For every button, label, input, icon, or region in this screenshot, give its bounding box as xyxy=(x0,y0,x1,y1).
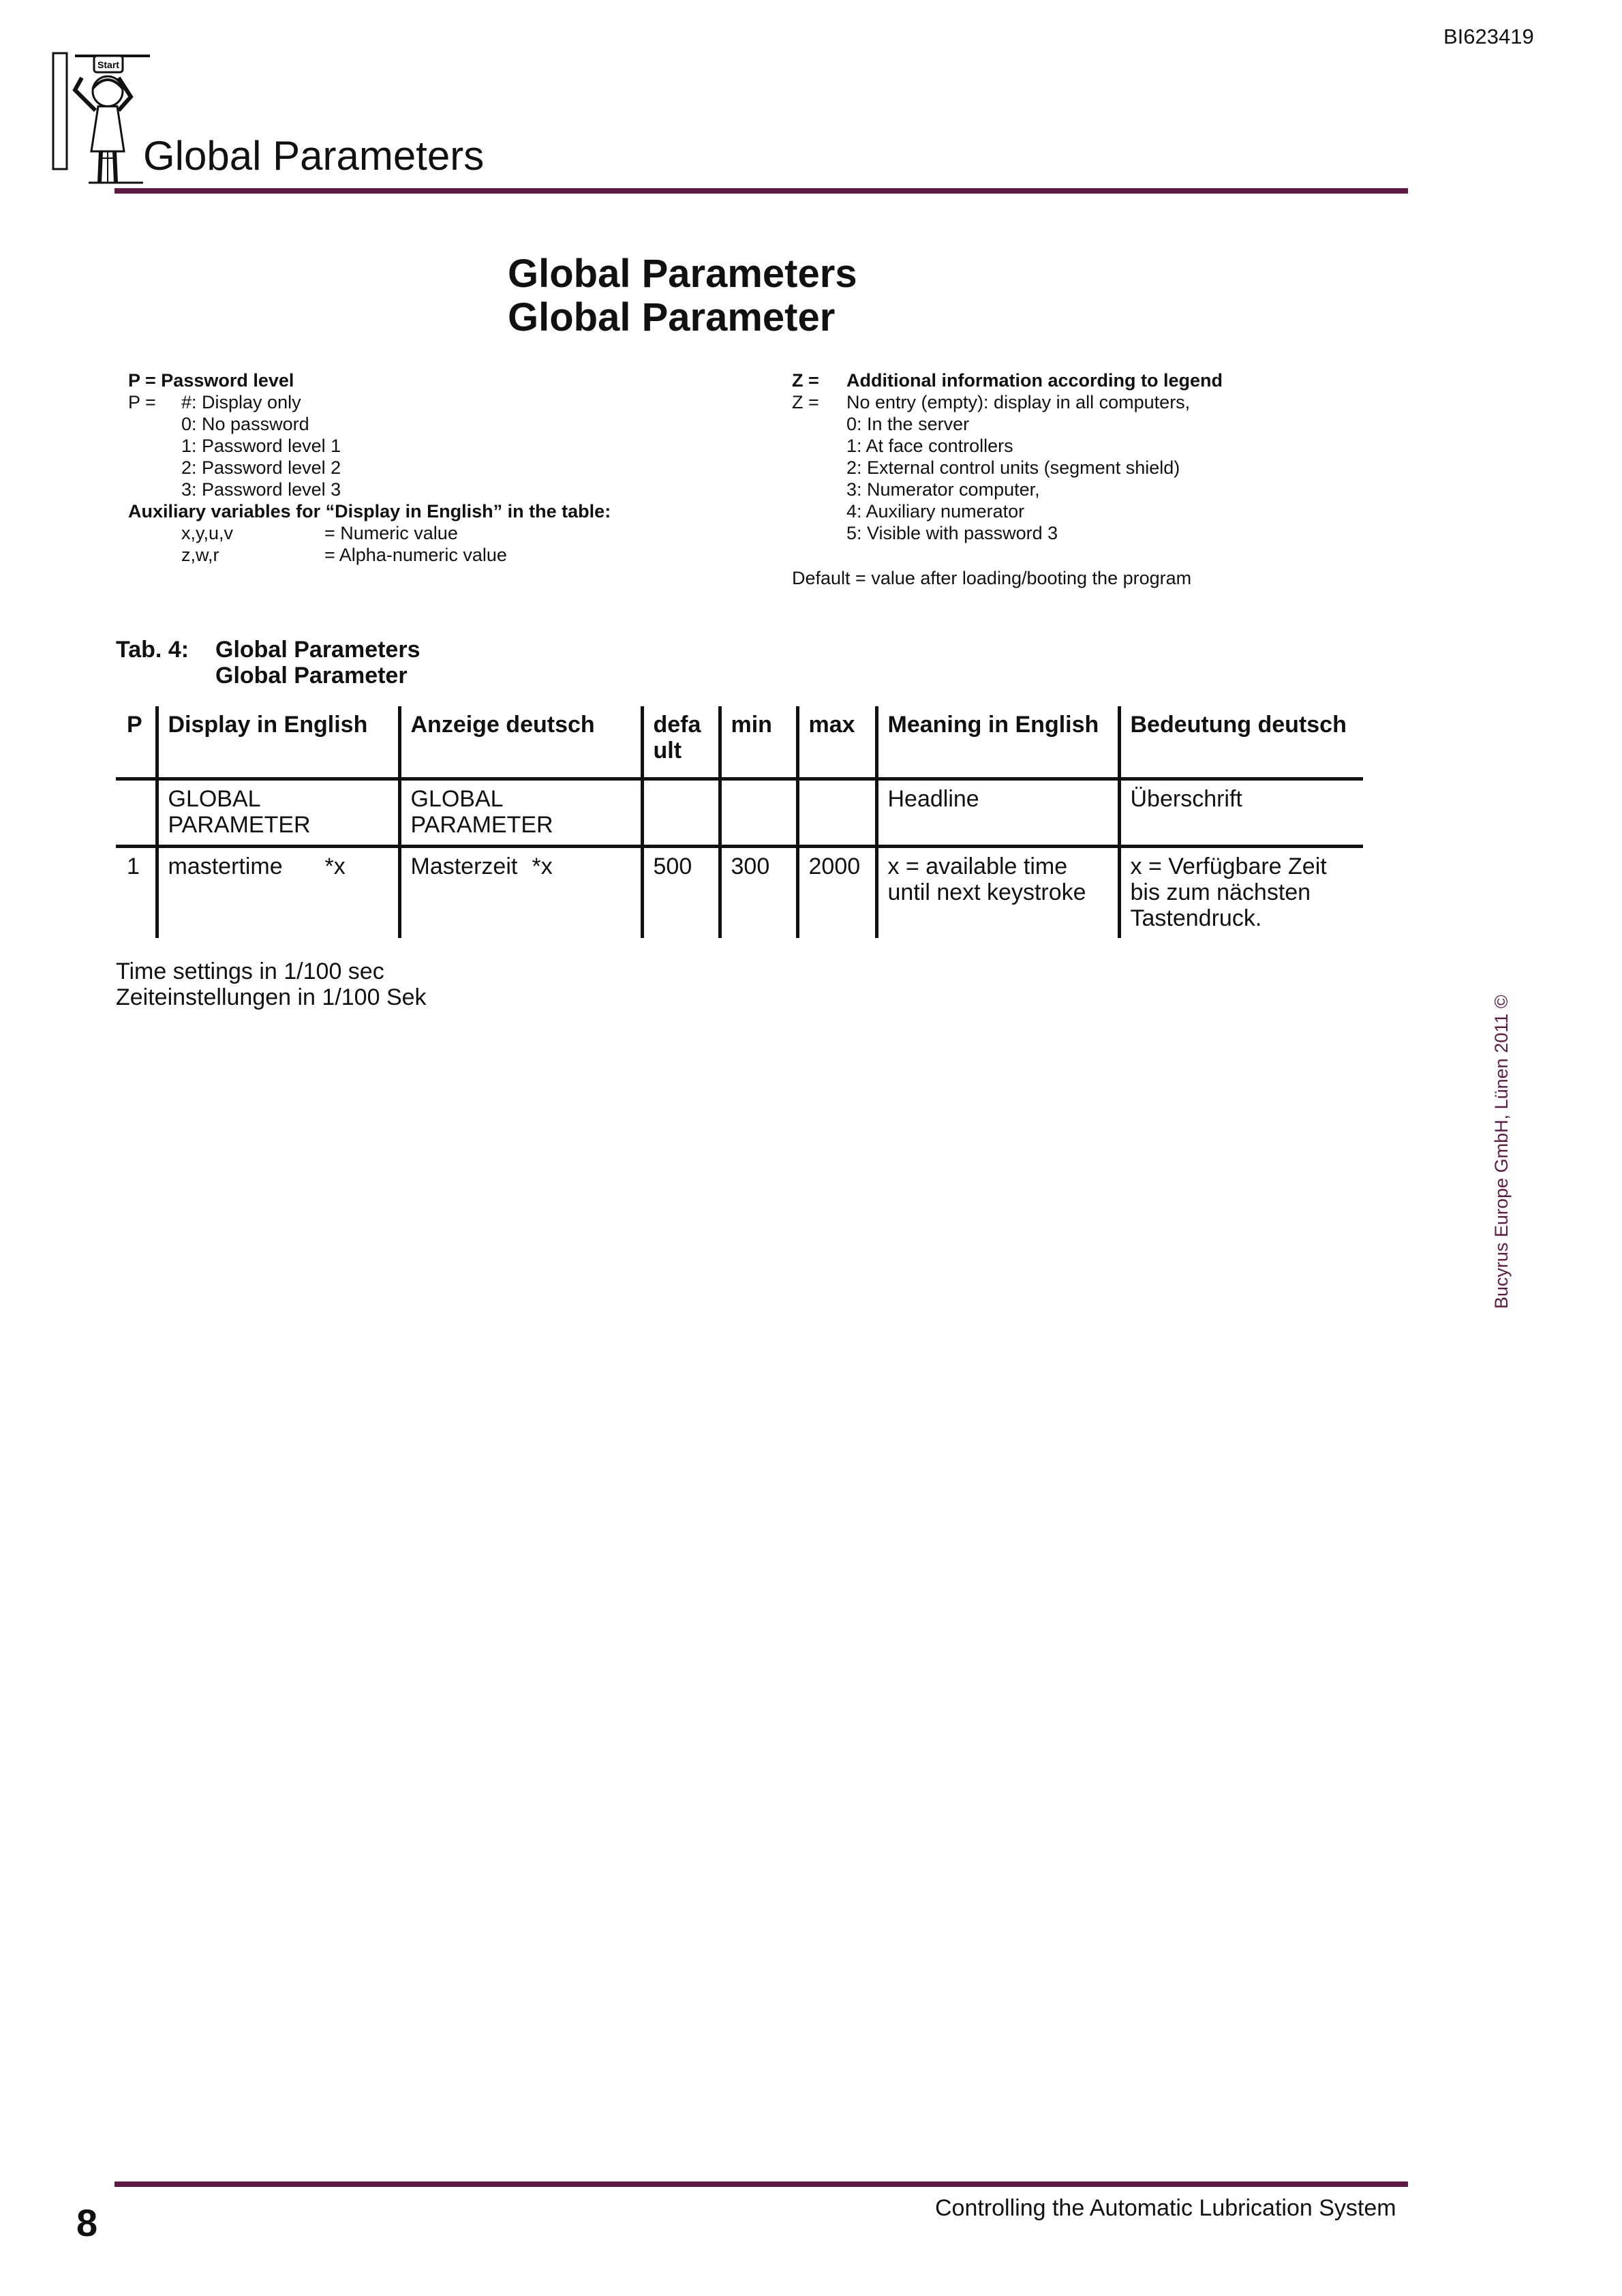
document-id: BI623419 xyxy=(1443,25,1534,48)
table-caption-german: Global Parameter xyxy=(215,663,408,689)
computer-item: 2: External control units (segment shield) xyxy=(846,457,1180,478)
cell-default: 500 xyxy=(642,847,720,939)
cell-display-en-asterisk: *x xyxy=(324,854,346,879)
aux-variable-name: x,y,u,v xyxy=(181,523,234,543)
cell-min: 300 xyxy=(720,847,797,939)
footer-rule xyxy=(114,2181,1408,2187)
password-item: 3: Password level 3 xyxy=(181,479,341,500)
cell-anzeige-de-asterisk: *x xyxy=(532,854,553,879)
password-item: 0: No password xyxy=(181,414,309,434)
main-title xyxy=(508,252,857,339)
cell-p xyxy=(116,779,157,847)
aux-variables-heading: Auxiliary variables for “Display in English” in the table: xyxy=(128,501,611,522)
computer-item: 5: Visible with password 3 xyxy=(846,523,1058,543)
cell-bedeutung-de: x = Verfügbare Zeit bis zum nächsten Tastendruck. xyxy=(1119,847,1363,939)
computer-item: No entry (empty): display in all computers, xyxy=(846,392,1191,412)
column-header-display-en: Display in English xyxy=(157,706,399,779)
cell-default xyxy=(642,779,720,847)
copyright-notice: Bucyrus Europe GmbH, Lünen 2011 © xyxy=(1491,995,1512,1309)
header-rule xyxy=(114,188,1408,194)
cell-anzeige-de-text: Masterzeit xyxy=(410,854,518,879)
time-settings-note-english: Time settings in 1/100 sec xyxy=(116,958,384,984)
computer-legend xyxy=(792,369,1405,594)
password-legend xyxy=(128,369,810,574)
computer-item: 3: Numerator computer, xyxy=(846,479,1040,500)
column-header-p: P xyxy=(127,712,142,738)
global-parameters-table xyxy=(116,706,1363,938)
password-item: #: Display only xyxy=(181,392,301,412)
cell-display-en-text: GLOBAL PARAMETER xyxy=(168,786,311,838)
main-title-english: Global Parameters xyxy=(508,252,857,296)
cell-display-en xyxy=(157,779,399,847)
cell-meaning-en: Headline xyxy=(876,779,1119,847)
computer-item: 0: In the server xyxy=(846,414,970,434)
header-title: Global Parameters xyxy=(143,133,485,179)
time-settings-note xyxy=(116,958,729,1010)
table-caption-english: Global Parameters xyxy=(215,637,420,663)
cell-display-en xyxy=(157,847,399,939)
footer-title: Controlling the Automatic Lubrication System xyxy=(935,2195,1396,2221)
computer-legend-heading: Additional information according to legend xyxy=(846,370,1223,391)
cell-p: 1 xyxy=(127,854,140,879)
time-settings-note-german: Zeiteinstellungen in 1/100 Sek xyxy=(116,984,427,1010)
column-header-bedeutung-de: Bedeutung deutsch xyxy=(1119,706,1363,779)
start-button-label: Start xyxy=(97,59,119,70)
cell-max: 2000 xyxy=(797,847,876,939)
computer-legend-z-label: Z = xyxy=(792,370,819,391)
table-header-row xyxy=(116,706,1363,779)
computer-item: 1: At face controllers xyxy=(846,436,1013,456)
password-legend-heading: P = Password level xyxy=(128,370,294,391)
cell-anzeige-de xyxy=(399,779,642,847)
cell-min xyxy=(720,779,797,847)
worker-pressing-start-icon xyxy=(48,49,150,185)
column-header-min: min xyxy=(720,706,797,779)
cell-anzeige-de xyxy=(399,847,642,939)
computer-legend-z-label: Z = xyxy=(792,392,819,412)
aux-variable-meaning: = Numeric value xyxy=(324,523,458,543)
cell-max xyxy=(797,779,876,847)
table-row xyxy=(116,847,1363,939)
page-number: 8 xyxy=(76,2201,98,2244)
column-header-meaning-en: Meaning in English xyxy=(876,706,1119,779)
default-note: Default = value after loading/booting the program xyxy=(792,568,1192,588)
column-header-anzeige-de: Anzeige deutsch xyxy=(399,706,642,779)
password-item: 2: Password level 2 xyxy=(181,457,341,478)
main-title-german: Global Parameter xyxy=(508,295,836,339)
cell-anzeige-de-text: GLOBAL PARAMETER xyxy=(410,786,553,838)
column-header-default: defa ult xyxy=(642,706,720,779)
cell-bedeutung-de: Überschrift xyxy=(1119,779,1363,847)
computer-item: 4: Auxiliary numerator xyxy=(846,501,1025,522)
table-caption-label: Tab. 4: xyxy=(116,637,189,663)
table-caption xyxy=(116,637,593,691)
aux-variable-name: z,w,r xyxy=(181,545,219,565)
password-item: 1: Password level 1 xyxy=(181,436,341,456)
table-row xyxy=(116,779,1363,847)
column-header-max: max xyxy=(797,706,876,779)
aux-variable-meaning: = Alpha-numeric value xyxy=(324,545,507,565)
cell-meaning-en: x = available time until next keystroke xyxy=(876,847,1119,939)
password-label: P = xyxy=(128,392,156,412)
cell-display-en-text: mastertime xyxy=(168,854,283,879)
